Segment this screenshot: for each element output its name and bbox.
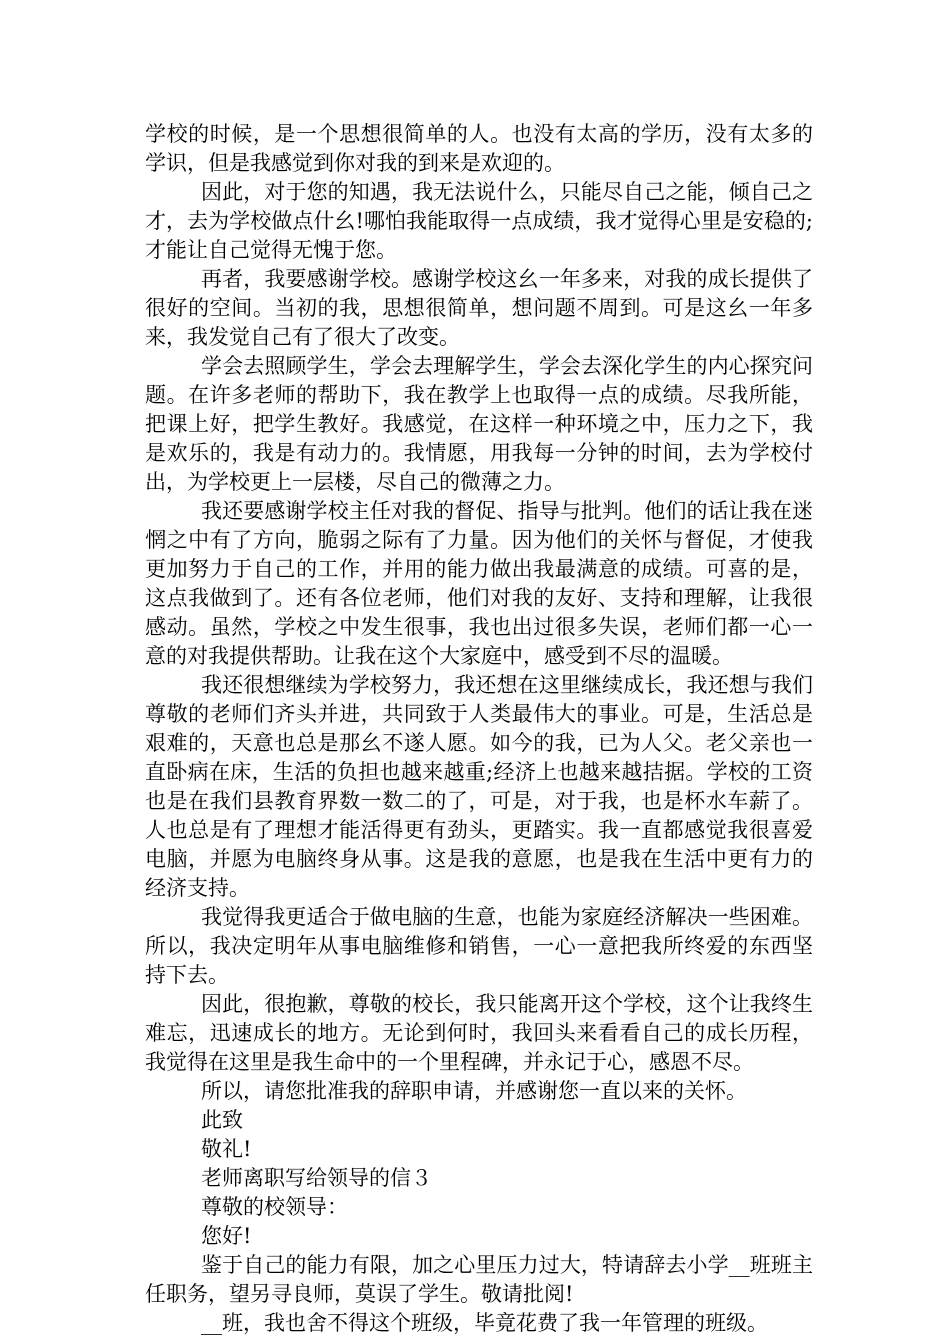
paragraph-class-attachment: __班，我也舍不得这个班级，毕竟花费了我一年管理的班级。 xyxy=(201,1311,768,1335)
paragraph-apology: 因此，很抱歉，尊敬的校长，我只能离开这个学校，这个让我终生难忘，迅速成长的地方。无论到何时，我回头来看看自己的成长历程，我觉得在这里是我生命中的一个里程碑，并永记于心，感恩不尽。 xyxy=(145,992,813,1074)
paragraph-computer-business: 我觉得我更适合于做电脑的生意，也能为家庭经济解决一些困难。所以，我决定明年从事电脑维修和销售，一心一意把我所终爱的东西坚持下去。 xyxy=(145,905,813,987)
closing-regards: 敬礼! xyxy=(201,1137,252,1161)
section-heading: 老师离职写给领导的信３ xyxy=(201,1166,432,1190)
paragraph-life-difficulties: 我还很想继续为学校努力，我还想在这里继续成长，我还想与我们尊敬的老师们齐头并进，共同致于人类最伟大的事业。可是，生活总是艰难的，天意也总是那幺不遂人愿。如今的我，已为人父。老父亲也一直卧病在床，生活的负担也越来越重;经济上也越来越拮据。学校的工资也是在我们县教育界数一数二的了，可是，对于我，也是杯水车薪了。人也总是有了理想才能活得更有劲头，更踏实。我一直都感觉我很喜爱电脑，并愿为电脑终身从事。这是我的意愿，也是我在生活中更有力的经济支持。 xyxy=(145,673,813,900)
paragraph-request-approval: 所以，请您批准我的辞职申请，并感谢您一直以来的关怀。 xyxy=(201,1079,747,1103)
closing-salutation: 此致 xyxy=(201,1108,243,1132)
letter-greeting: 尊敬的校领导： xyxy=(201,1195,348,1219)
paragraph-learning-students: 学会去照顾学生，学会去理解学生，学会去深化学生的内心探究问题。在许多老师的帮助下，我在教学上也取得一点的成绩。尽我所能，把课上好，把学生教好。我感觉，在这样一种环境之中，压力之下，我是欢乐的，我是有动力的。我情愿，用我每一分钟的时间，去为学校付出，为学校更上一层楼，尽自己的微薄之力。 xyxy=(145,354,813,494)
paragraph-thanks-school: 再者，我要感谢学校。感谢学校这幺一年多来，对我的成长提供了很好的空间。当初的我，思想很简单，想问题不周到。可是这幺一年多来，我发觉自己有了很大了改变。 xyxy=(145,267,813,349)
letter-hello: 您好! xyxy=(201,1224,252,1248)
paragraph-thanks-director: 我还要感谢学校主任对我的督促、指导与批判。他们的话让我在迷惘之中有了方向，脆弱之际有了力量。因为他们的关怀与督促，才使我更加努力于自己的工作，并用的能力做出我最满意的成绩。可喜的是，这点我做到了。还有各位老师，他们对我的友好、支持和理解，让我很感动。虽然，学校之中发生很事，我也出过很多失误，老师们都一心一意的对我提供帮助。让我在这个大家庭中，感受到不尽的温暖。 xyxy=(145,499,813,668)
paragraph-gratitude-recognition: 因此，对于您的知遇，我无法说什么，只能尽自己之能，倾自己之才，去为学校做点什幺!哪怕我能取得一点成绩，我才觉得心里是安稳的;才能让自己觉得无愧于您。 xyxy=(145,180,813,262)
paragraph-continuation: 学校的时候，是一个思想很简单的人。也没有太高的学历，没有太多的学识，但是我感觉到你对我的到来是欢迎的。 xyxy=(145,122,813,175)
paragraph-resignation-reason: 鉴于自己的能力有限，加之心里压力过大，特请辞去小学__班班主任职务，望另寻良师，莫误了学生。敬请批阅! xyxy=(145,1253,813,1306)
letter-body xyxy=(145,120,813,1338)
